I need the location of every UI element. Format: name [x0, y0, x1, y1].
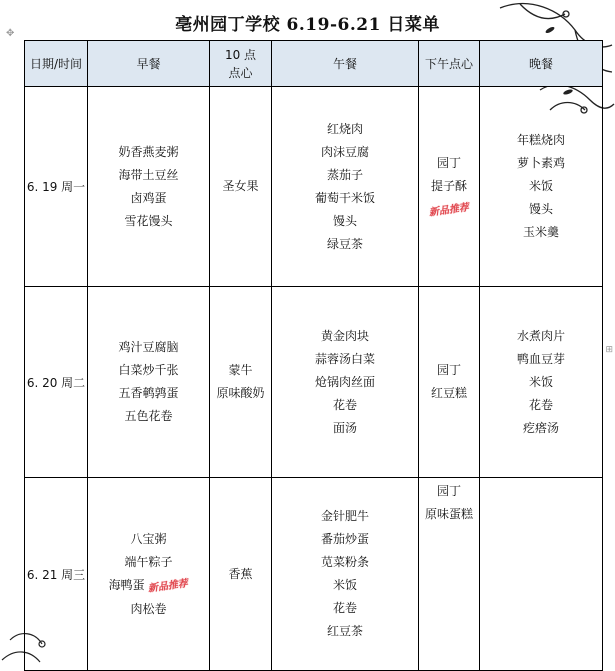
menu-item: 原味酸奶	[216, 386, 265, 400]
breakfast-cell	[88, 287, 210, 478]
menu-item: 奶香燕麦粥	[118, 144, 179, 159]
menu-item: 卤鸡蛋	[130, 190, 167, 205]
menu-item: 原味蛋糕	[424, 507, 473, 521]
dinner-cell	[480, 287, 603, 478]
header-date: 日期/时间	[25, 41, 88, 87]
menu-item: 香蕉	[228, 566, 253, 581]
snack10-cell	[210, 478, 272, 671]
snack10-cell	[210, 87, 272, 287]
header-snack-pm: 下午点心	[419, 41, 480, 87]
menu-item: 番茄炒蛋	[320, 532, 369, 546]
menu-item: 年糕烧肉	[516, 133, 565, 147]
menu-item: 花卷	[332, 601, 357, 615]
lunch-cell	[272, 287, 419, 478]
menu-item: 五色花卷	[124, 409, 173, 423]
menu-item: 馒头	[332, 213, 357, 228]
menu-item: 雪花馒头	[124, 213, 173, 228]
menu-item: 海鸭蛋	[108, 577, 145, 592]
menu-item: 花卷	[332, 397, 357, 412]
menu-item: 端午粽子	[124, 554, 173, 569]
header-row	[25, 41, 603, 87]
menu-item: 五香鹌鹑蛋	[118, 386, 179, 400]
header-lunch: 午餐	[272, 41, 419, 87]
snack-pm-cell	[419, 87, 480, 287]
menu-item: 海带土豆丝	[118, 167, 179, 182]
menu-item: 八宝粥	[130, 531, 167, 546]
menu-item: 花卷	[528, 397, 553, 412]
menu-item: 绿豆茶	[326, 236, 363, 251]
menu-item: 鸭血豆芽	[516, 351, 565, 366]
menu-item: 蒜蓉汤白菜	[314, 351, 375, 366]
menu-item: 红豆茶	[326, 624, 363, 638]
menu-item-with-stamp	[88, 574, 209, 598]
dinner-cell	[480, 87, 603, 287]
snack10-cell	[210, 287, 272, 478]
snack-pm-cell	[419, 478, 480, 671]
menu-item: 白菜炒千张	[118, 363, 179, 377]
menu-item: 黄金肉块	[320, 328, 369, 343]
table-anchor-icon[interactable]: ✥	[6, 28, 15, 39]
lunch-cell	[272, 87, 419, 287]
header-breakfast: 早餐	[88, 41, 210, 87]
table-row	[25, 287, 603, 478]
menu-item: 疙瘩汤	[522, 420, 559, 435]
menu-item: 米饭	[528, 374, 553, 389]
dinner-cell	[480, 478, 603, 671]
menu-item: 园丁	[436, 484, 461, 498]
menu-item: 园丁	[436, 363, 461, 377]
menu-item: 水煮肉片	[516, 328, 565, 343]
menu-item: 馒头	[528, 202, 553, 216]
lunch-cell	[272, 478, 419, 671]
menu-item: 蒙牛	[228, 363, 253, 377]
breakfast-cell	[88, 87, 210, 287]
menu-item: 米饭	[332, 578, 357, 592]
breakfast-cell	[88, 478, 210, 671]
menu-item: 萝卜素鸡	[516, 156, 565, 170]
menu-item: 蒸茄子	[326, 167, 363, 182]
new-product-stamp: 新品推荐	[428, 201, 470, 219]
menu-item: 提子酥	[430, 178, 467, 193]
new-product-stamp: 新品推荐	[147, 577, 189, 595]
menu-item: 玉米羹	[522, 225, 559, 239]
menu-item: 园丁	[436, 155, 461, 170]
menu-item: 红烧肉	[326, 121, 363, 136]
date-cell: 6. 19 周一	[25, 87, 88, 287]
menu-item: 肉松卷	[130, 601, 167, 616]
table-row	[25, 478, 603, 671]
header-snack-10: 10 点 点心	[210, 41, 272, 87]
menu-item: 面汤	[332, 420, 357, 435]
menu-table	[24, 40, 603, 671]
resize-handle-icon[interactable]: ⊞	[605, 345, 613, 355]
menu-item: 米饭	[528, 179, 553, 193]
menu-item: 鸡汁豆腐脑	[118, 340, 179, 354]
menu-item: 圣女果	[222, 179, 259, 193]
header-dinner: 晚餐	[480, 41, 603, 87]
date-cell: 6. 20 周二	[25, 287, 88, 478]
table-row	[25, 87, 603, 287]
date-cell: 6. 21 周三	[25, 478, 88, 671]
menu-item: 葡萄干米饭	[314, 190, 375, 205]
menu-item: 苋菜粉条	[320, 555, 369, 569]
menu-item: 红豆糕	[430, 386, 467, 400]
menu-item: 金针肥牛	[320, 509, 369, 523]
menu-item: 肉沫豆腐	[320, 144, 369, 159]
snack-pm-cell	[419, 287, 480, 478]
menu-item: 炝锅肉丝面	[314, 374, 375, 389]
page-title: 亳州园丁学校 6.19-6.21 日菜单	[175, 15, 440, 35]
